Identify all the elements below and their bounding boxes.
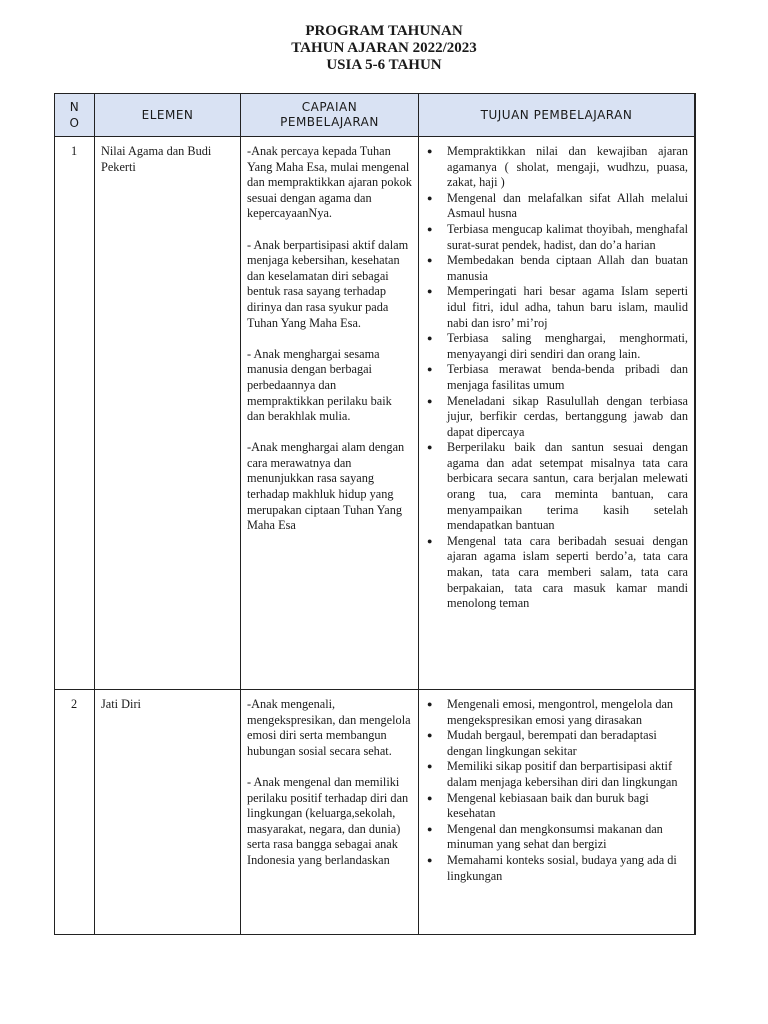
list-item: ● Mengenal dan melafalkan sifat Allah melalui Asmaul husna: [425, 191, 688, 222]
tujuan-cell: [419, 137, 696, 690]
tujuan-list: [421, 144, 692, 612]
table-row: [55, 137, 696, 690]
list-item: ● Terbiasa merawat benda-benda pribadi dan menjaga fasilitas umum: [425, 362, 688, 393]
capaian-paragraph: - Anak berpartisipasi aktif dalam menjaga kebersihan, kesehatan dan keselamatan diri sebagai bentuk rasa sayang terhadap dirinya dan rasa syukur pada Tuhan Yang Maha Esa.: [247, 237, 409, 330]
list-item: ● Memperingati hari besar agama Islam seperti idul fitri, idul adha, tahun baru islam, maulid nabi dan isro’ mi’roj: [425, 284, 688, 331]
elemen-text: Jati Diri: [101, 697, 141, 711]
list-item: ● Mengenali emosi, mengontrol, mengelola dan mengekspresikan emosi yang dirasakan: [425, 697, 688, 728]
tujuan-list: [421, 697, 692, 884]
document-title: [0, 23, 768, 74]
list-item: ● Meneladani sikap Rasulullah dengan terbiasa jujur, berfikir cerdas, bertanggung jawab dan dapat dipercaya: [425, 394, 688, 441]
list-item: ● Terbiasa saling menghargai, menghormati, menyayangi diri sendiri dan orang lain.: [425, 331, 688, 362]
header-no: N O: [55, 94, 95, 137]
row-number-cell: [55, 690, 95, 935]
capaian-cell: [241, 690, 419, 935]
header-capaian: CAPAIAN PEMBELAJARAN: [241, 94, 419, 137]
list-item: ● Mengenal kebiasaan baik dan buruk bagi kesehatan: [425, 791, 688, 822]
title-line-1: PROGRAM TAHUNAN: [305, 23, 463, 39]
elemen-text: Nilai Agama dan Budi Pekerti: [101, 144, 212, 174]
elemen-cell: [95, 690, 241, 935]
list-item: ● Berperilaku baik dan santun sesuai dengan agama dan adat setempat misalnya tata cara berbicara secara santun, cara berjalan melewati orang tua, cara meminta bantuan, cara menyampaikan terima kasih setelah mendapatkan bantuan: [425, 440, 688, 534]
program-table: [54, 93, 696, 935]
row-number: 1: [71, 144, 78, 158]
list-item: ● Mudah bergaul, berempati dan beradaptasi dengan lingkungan sekitar: [425, 728, 688, 759]
capaian-paragraph: -Anak menghargai alam dengan cara merawatnya dan menunjukkan rasa sayang terhadap makhluk hidup yang merupakan ciptaan Tuhan Yang Maha Esa: [247, 440, 405, 533]
capaian-paragraph: -Anak percaya kepada Tuhan Yang Maha Esa, mulai mengenal dan mempraktikkan ajaran pokok sesuai dengan agama dan kepercayaanNya.: [247, 144, 412, 221]
row-number-cell: [55, 137, 95, 690]
title-line-3: USIA 5-6 TAHUN: [326, 57, 442, 73]
capaian-paragraph: - Anak menghargai sesama manusia dengan berbagai perbedaannya dan mempraktikkan perilaku baik dan berakhlak mulia.: [247, 346, 392, 424]
header-elemen: ELEMEN: [95, 94, 241, 137]
list-item: ● Mengenal dan mengkonsumsi makanan dan minuman yang sehat dan bergizi: [425, 822, 688, 853]
title-line-2: TAHUN AJARAN 2022/2023: [291, 40, 477, 56]
list-item: ● Membedakan benda ciptaan Allah dan buatan manusia: [425, 253, 688, 284]
elemen-cell: [95, 137, 241, 690]
header-tujuan: TUJUAN PEMBELAJARAN: [419, 94, 696, 137]
capaian-cell: [241, 137, 419, 690]
row-number: 2: [71, 697, 78, 711]
table-header-row: [55, 94, 696, 137]
list-item: ● Memahami konteks sosial, budaya yang ada di lingkungan: [425, 853, 688, 884]
list-item: ● Mempraktikkan nilai dan kewajiban ajaran agamanya ( sholat, mengaji, wudhzu, puasa, zakat, haji ): [425, 144, 688, 191]
tujuan-cell: [419, 690, 696, 935]
list-item: ● Memiliki sikap positif dan berpartisipasi aktif dalam menjaga kebersihan diri dan lingkungan: [425, 759, 688, 790]
list-item: ● Mengenal tata cara beribadah sesuai dengan ajaran agama islam seperti berdo’a, tata cara makan, tata cara memberi salam, tata cara berpakaian, tata cara masuk kamar mandi menolong teman: [425, 534, 688, 612]
list-item: ● Terbiasa mengucap kalimat thoyibah, menghafal surat-surat pendek, hadist, dan do’a harian: [425, 222, 688, 253]
capaian-paragraph: -Anak mengenali, mengekspresikan, dan mengelola emosi diri serta membangun hubungan sosial secara sehat.: [247, 697, 411, 758]
table-row: [55, 690, 696, 935]
capaian-paragraph: - Anak mengenal dan memiliki perilaku positif terhadap diri dan lingkungan (keluarga,sekolah, masyarakat, negara, dan dunia) serta rasa bangga sebagai anak Indonesia yang berlandaskan: [247, 774, 409, 867]
